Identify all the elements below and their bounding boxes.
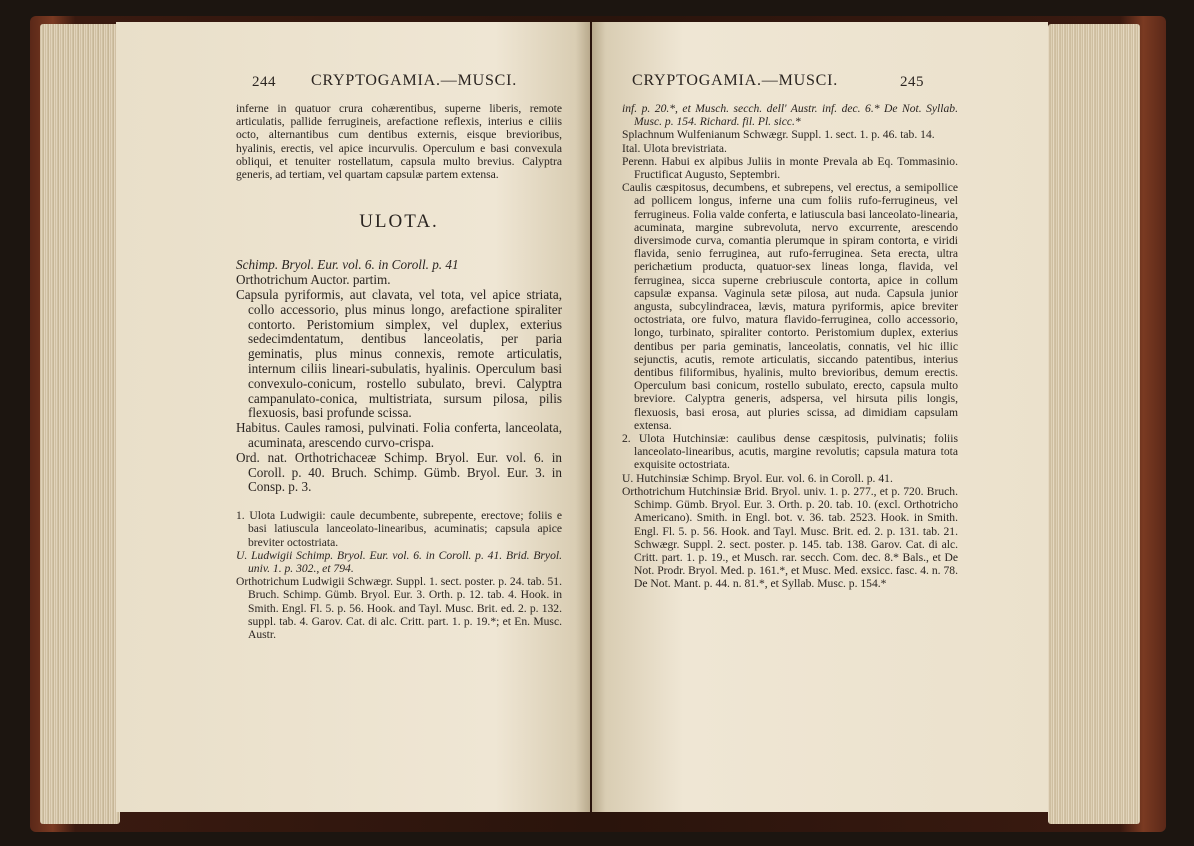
right-running-head: CRYPTOGAMIA.—MUSCI.	[632, 72, 839, 89]
left-page-number: 244	[252, 74, 276, 90]
left-column	[236, 102, 562, 641]
continued-references: inf. p. 20.*, et Musch. secch. dell' Austr. inf. dec. 6.* De Not. Syllab. Musc. p. 154. Richard. fil. Pl. sicc.*	[622, 102, 958, 129]
right-page-header	[592, 72, 1048, 96]
left-page	[116, 22, 590, 812]
genus-reference: Schimp. Bryol. Eur. vol. 6. in Coroll. p. 41	[236, 257, 459, 273]
right-column	[622, 102, 958, 591]
page-edges-right	[1048, 24, 1140, 824]
species-2-synonym-a: U. Hutchinsiæ Schimp. Bryol. Eur. vol. 6. in Coroll. p. 41.	[622, 471, 893, 485]
species-1-description: Caulis cæspitosus, decumbens, et subrepens, vel erectus, a semipollice ad pollicem longus, inferne una cum foliis rufo-ferrugineus, vel ferrugineus. Folia valde conferta, e latiuscula basi lanceolato-linearia, acuminata, margine subrevoluta, nervo excurrente, arescendo diversimode curva, comantia plerumque in spiram contorta, e viridi flavida, senio ferruginea, aut rufo-ferruginea. Seta erecta, ultra perichætium producta, quatuor-sex lineas longa, flavida, vel ferruginea, sicca superne crebriuscule contorta, apice in collum capsulæ expansa. Vaginula setæ pilosa, aut nuda. Capsula junior angusta, subcylindracea, lævis, matura pyriformis, apice breviter octostriata, ore fulvo, matura flavido-ferruginea, collo accessorio, longo, turbinato, spiraliter contorto. Peristomium duplex, exterius dentibus per paria geminatis, lanceolatis, connatis, vel hic illic sejunctis, acutis, remote articulatis, siccando patentibus, interius dentibus filiformibus, hyalinis, multo brevioribus, demum erectis. Operculum basi conicum, rostello subulato, erecto, capsula multo breviore. Calyptra generis, adspersa, vel hirsuta pilis longis, flexuosis, basi erosa, aut pluries scissa, ad dimidiam capsulam extensa.	[622, 181, 958, 432]
italian-name: Ital. Ulota brevistriata.	[622, 141, 727, 155]
species-1-synonym-a: U. Ludwigii Schimp. Bryol. Eur. vol. 6. in Coroll. p. 41. Brid. Bryol. univ. 1. p. 302., et 794.	[236, 548, 562, 575]
right-page-number: 245	[900, 74, 924, 90]
page-edges-left	[40, 24, 120, 824]
species-2-synonym-b: Orthotrichum Hutchinsiæ Brid. Bryol. univ. 1. p. 277., et p. 720. Bruch. Schimp. Gümb. Bryol. Eur. 3. Orth. p. 20. tab. 10. (excl. Orthotricho Americano). Smith. in Engl. bot. v. 36. tab. 2523. Hook. in Smith. Engl. Fl. 5. p. 56. Hook. and Tayl. Musc. Brit. ed. 2. p. 131. tab. 21. Schwægr. Suppl. 2. sect. poster. p. 145. tab. 138. Garov. Cat. di alc. Critt. part. 1. p. 19., et Musch. rar. secch. Com. dec. 8.* Bals., et De Not. Prodr. Bryol. Med. p. 161.*, et Musc. Med. exsicc. fasc. 4. n. 78. De Not. Mant. p. 44. n. 81.*, et Syllab. Musc. p. 154.*	[622, 484, 958, 591]
left-page-header	[116, 72, 590, 96]
order-paragraph: Ord. nat. Orthotrichaceæ Schimp. Bryol. Eur. vol. 6. in Coroll. p. 40. Bruch. Schimp. Gümb. Bryol. Eur. 3. in Consp. p. 3.	[236, 449, 562, 495]
left-running-head: CRYPTOGAMIA.—MUSCI.	[311, 72, 518, 89]
splachnum-synonym: Splachnum Wulfenianum Schwægr. Suppl. 1. sect. 1. p. 46. tab. 14.	[622, 128, 935, 142]
locality-paragraph: Perenn. Habui ex alpibus Juliis in monte Prevala ab Eq. Tommasinio. Fructificat Augusto, Septembri.	[622, 154, 958, 182]
genus-synonym: Orthotrichum Auctor. partim.	[236, 272, 391, 288]
intro-paragraph: inferne in quatuor crura cohærentibus, superne liberis, remote articulatis, pallide ferrugineis, arefactione reflexis, interius e ciliis octo, alternantibus cum dentibus externis, eisque brevioribus, hyalinis, erectis, vel apice incurvulis. Operculum e basi convexula obliqui, et tenuiter rostellatum, capsula multo brevius. Calyptra generis, ad tertiam, vel quartam capsulæ partem extensa.	[236, 102, 562, 182]
species-1-diagnosis: 1. Ulota Ludwigii: caule decumbente, subrepente, erectove; foliis e basi latiuscula lanceolato-linearibus, acuminatis; capsula apice breviter octostriata.	[236, 509, 562, 549]
species-1-synonym-b: Orthotrichum Ludwigii Schwægr. Suppl. 1. sect. poster. p. 24. tab. 51. Bruch. Schimp. Gümb. Bryol. Eur. 3. Orth. p. 12. tab. 4. Hook. in Smith. Engl. Fl. 5. p. 56. Hook. and Tayl. Musc. Brit. ed. 2. p. 132. suppl. tab. 4. Garov. Cat. di alc. Critt. part. 1. p. 19.*; et En. Musc. Austr.	[236, 575, 562, 641]
species-2-diagnosis: 2. Ulota Hutchinsiæ: caulibus dense cæspitosis, pulvinatis; foliis lanceolato-linearibus, acutis, margine revolutis; capsula matura tota exquisite octostriata.	[622, 432, 958, 472]
genus-description: Capsula pyriformis, aut clavata, vel tota, vel apice striata, collo accessorio, plus minus longo, arefactione spiraliter contorto. Peristomium simplex, vel duplex, exterius sedecimdentatum, dentibus lanceolatis, per paria geminatis, plus minus connexis, remote articulatis, internum ciliis lineari-subulatis, hyalinis. Operculum basi convexulo-conicum, rostello subulato, brevi. Calyptra campanulato-conica, multistriata, sursum pilosa, pilis flexuosis, basi profunde scissa.	[236, 287, 562, 421]
genus-title: ULOTA.	[359, 211, 439, 233]
right-page	[592, 22, 1048, 812]
habitus-paragraph: Habitus. Caules ramosi, pulvinati. Folia conferta, lanceolata, acuminata, arescendo curvo-crispa.	[236, 420, 562, 450]
